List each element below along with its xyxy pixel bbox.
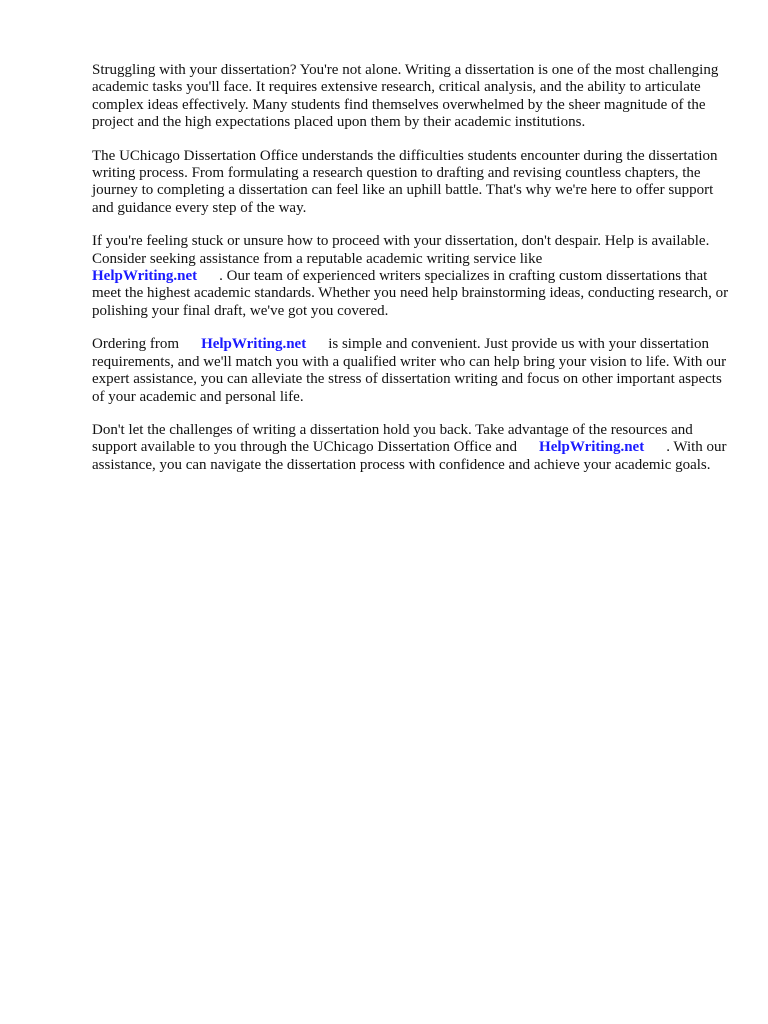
paragraph-ordering-text-before: Ordering from <box>92 336 180 353</box>
paragraph-intro <box>92 62 732 132</box>
document-body <box>92 62 732 490</box>
helpwriting-link-3[interactable]: HelpWriting.net <box>539 439 645 456</box>
paragraph-help <box>92 233 732 320</box>
paragraph-closing-text-before: Don't let the challenges of writing a dissertation hold you back. Take advantage of the resources and support available to you through the UChicago Dissertation Office and <box>92 421 693 456</box>
paragraph-office-text: The UChicago Dissertation Office understands the difficulties students encounter during the dissertation writing process. From formulating a research question to drafting and revising countless chapters, the journey to completing a dissertation can feel like an uphill battle. That's why we're here to offer support and guidance every step of the way. <box>92 147 718 216</box>
helpwriting-link-2[interactable]: HelpWriting.net <box>201 336 307 353</box>
paragraph-closing <box>92 422 732 474</box>
paragraph-closing-text-after: . With our assistance, you can navigate the dissertation process with confidence and achieve your academic goals. <box>92 439 727 473</box>
helpwriting-link-1[interactable]: HelpWriting.net <box>92 268 198 285</box>
paragraph-help-text-before: If you're feeling stuck or unsure how to proceed with your dissertation, don't despair. Help is available. Consider seeking assistance from a reputable academic writing service like <box>92 233 710 267</box>
paragraph-office <box>92 148 732 218</box>
paragraph-help-text-after: . Our team of experienced writers specializes in crafting custom dissertations that meet the highest academic standards. Whether you need help brainstorming ideas, conducting research, or polishing your final draft, we've got you covered. <box>92 268 729 319</box>
paragraph-ordering <box>92 336 732 406</box>
paragraph-ordering-text-after: is simple and convenient. Just provide us with your dissertation requirements, and we'll match you with a qualified writer who can help bring your vision to life. With our expert assistance, you can alleviate the stress of dissertation writing and focus on other important aspects of your academic and personal life. <box>92 336 727 405</box>
paragraph-intro-text: Struggling with your dissertation? You're not alone. Writing a dissertation is one of the most challenging academic tasks you'll face. It requires extensive research, critical analysis, and the ability to articulate complex ideas effectively. Many students find themselves overwhelmed by the sheer magnitude of the project and the high expectations placed upon them by their academic institutions. <box>92 62 719 131</box>
